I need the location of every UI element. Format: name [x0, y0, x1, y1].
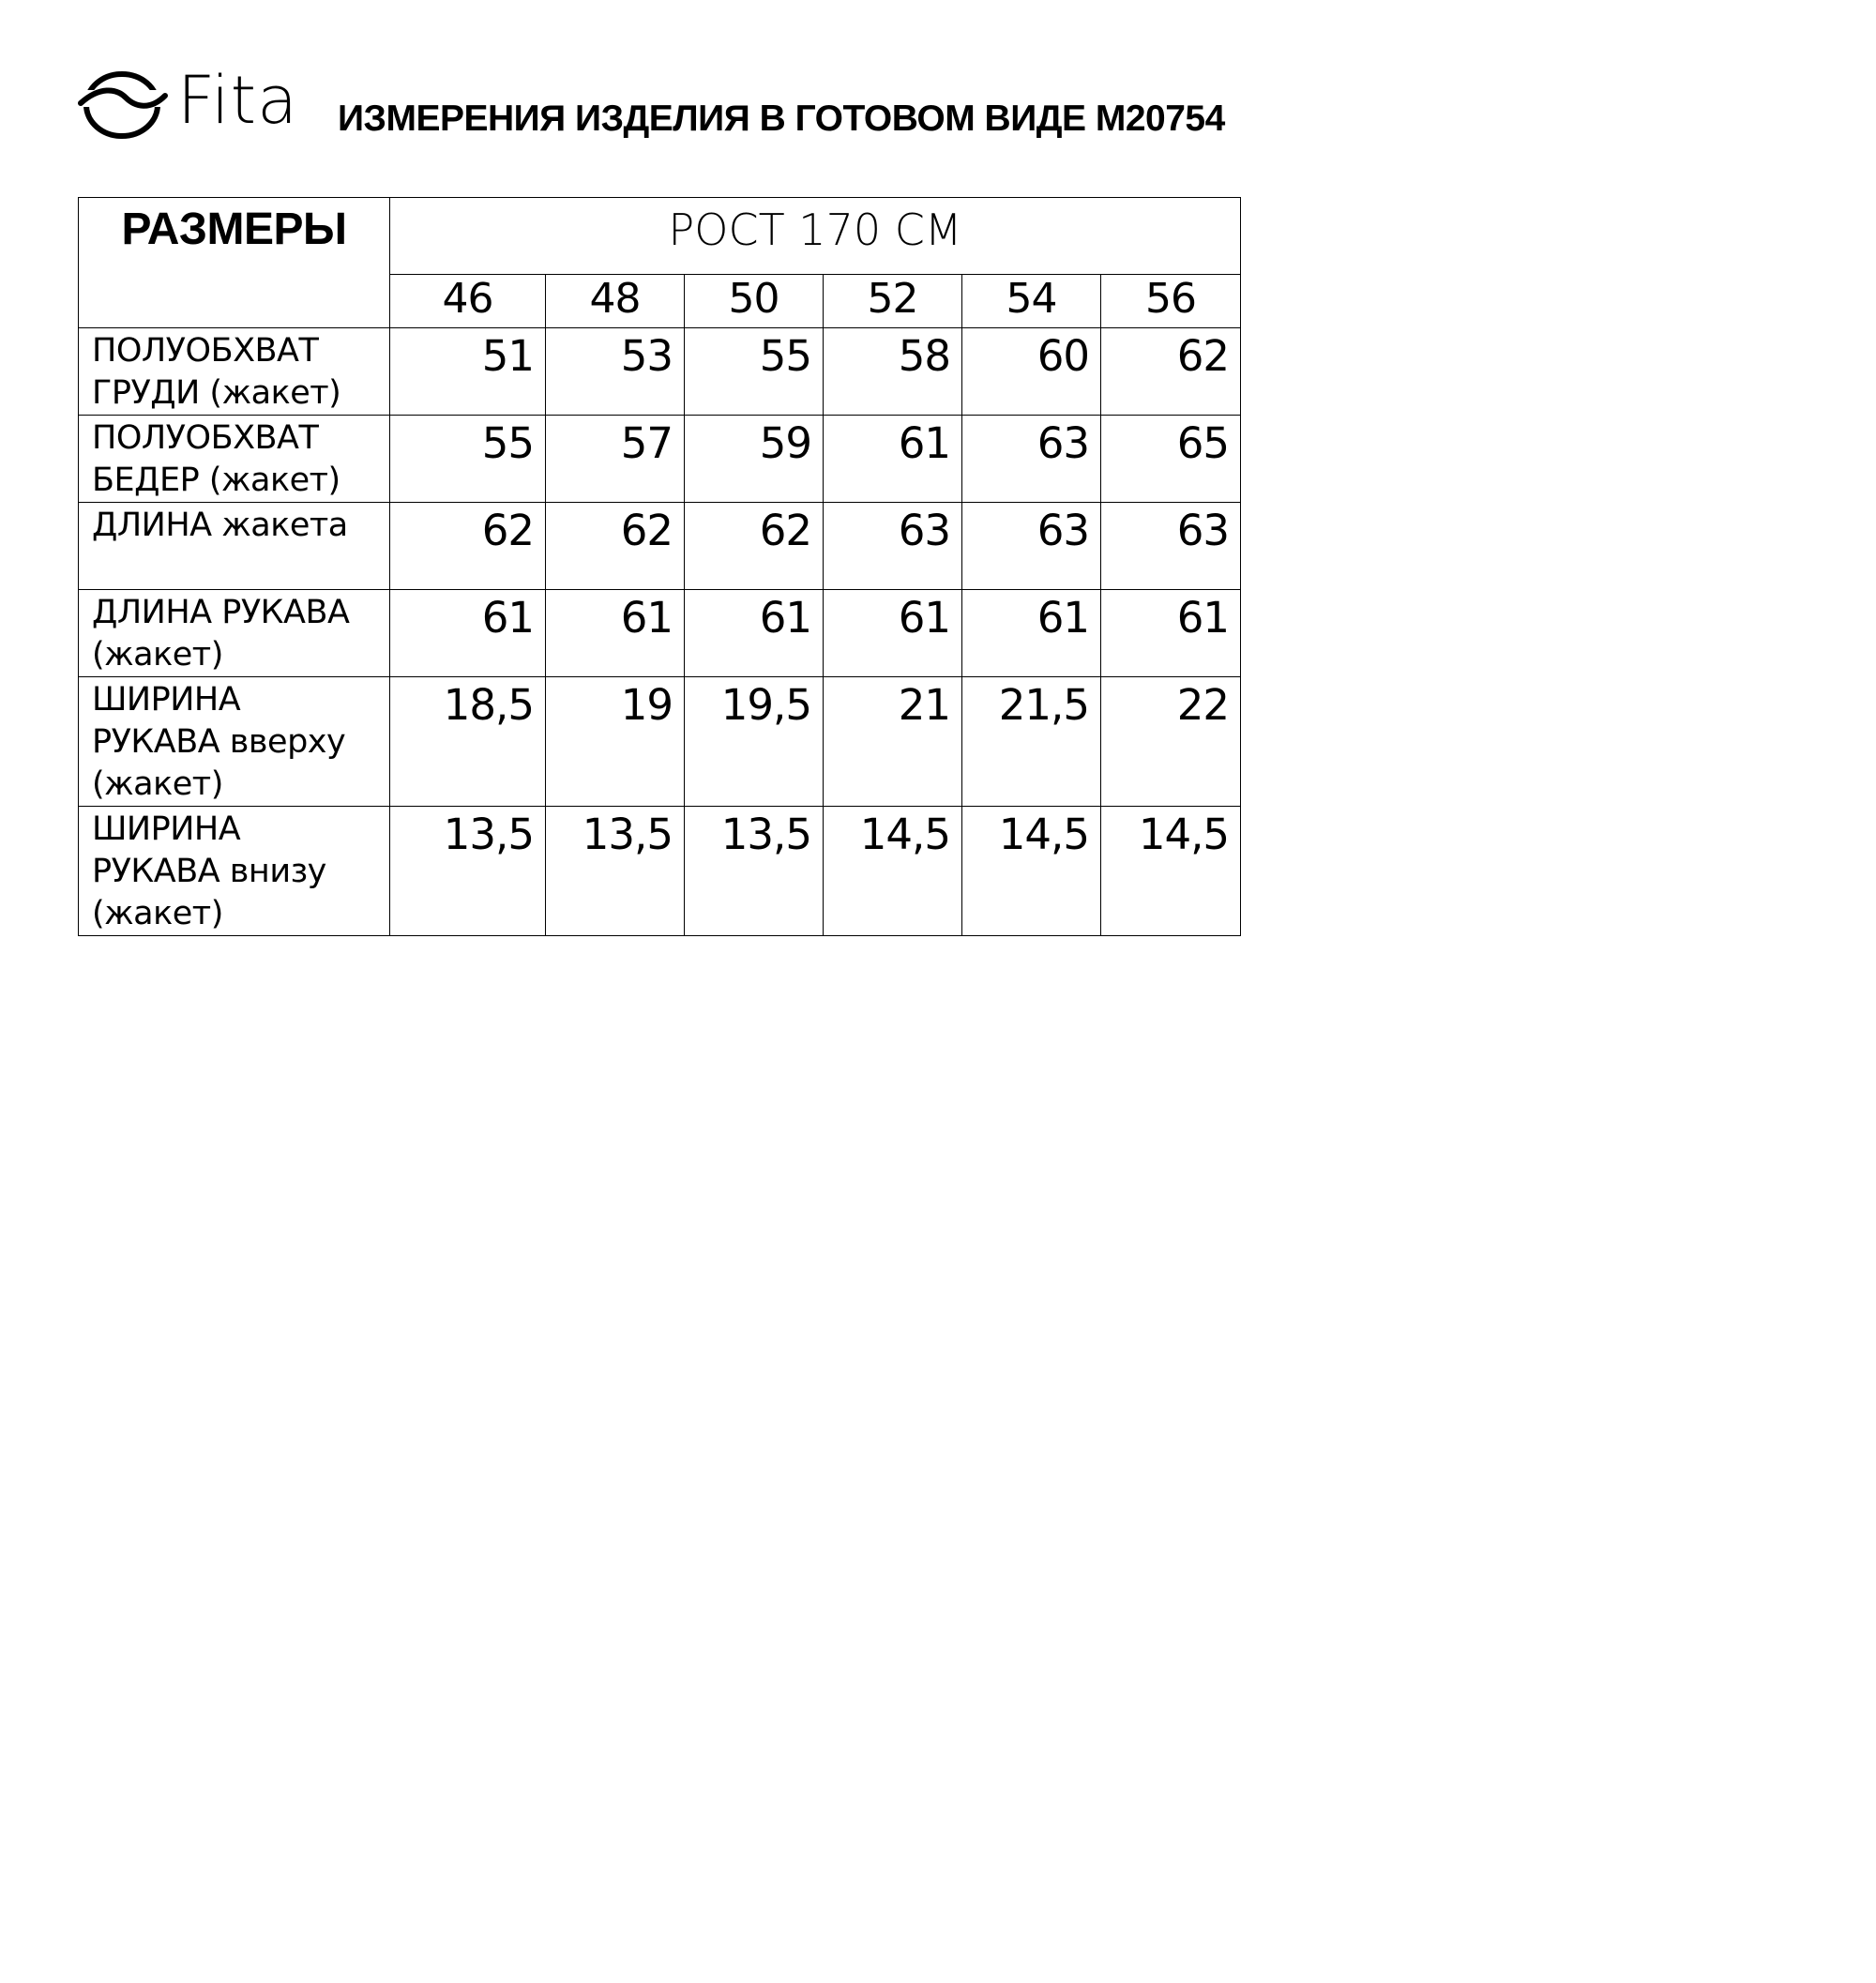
size-header-cell: 56 [1101, 275, 1241, 328]
value-cell: 65 [1101, 416, 1241, 503]
value-cell: 62 [1101, 328, 1241, 416]
brand-logo [77, 58, 321, 152]
table-row [79, 807, 1241, 936]
value-cell: 13,5 [685, 807, 824, 936]
value-cell: 55 [685, 328, 824, 416]
size-header-cell: 52 [824, 275, 962, 328]
value-cell: 59 [685, 416, 824, 503]
size-header-cell: 48 [546, 275, 685, 328]
value-cell: 21,5 [962, 677, 1101, 807]
row-label: ШИРИНА РУКАВА внизу (жакет) [79, 807, 390, 936]
row-label: ШИРИНА РУКАВА вверху (жакет) [79, 677, 390, 807]
value-cell: 60 [962, 328, 1101, 416]
table-row [79, 677, 1241, 807]
value-cell: 61 [546, 590, 685, 677]
value-cell: 21 [824, 677, 962, 807]
height-header: РОСТ 170 СМ [390, 198, 1241, 275]
value-cell: 61 [685, 590, 824, 677]
value-cell: 63 [962, 503, 1101, 590]
value-cell: 22 [1101, 677, 1241, 807]
value-cell: 63 [824, 503, 962, 590]
value-cell: 13,5 [390, 807, 546, 936]
value-cell: 61 [1101, 590, 1241, 677]
logo-wordmark: Fita [177, 62, 298, 139]
sizes-header: РАЗМЕРЫ [79, 198, 390, 328]
value-cell: 14,5 [824, 807, 962, 936]
value-cell: 61 [824, 590, 962, 677]
size-header-cell: 54 [962, 275, 1101, 328]
size-header-cell: 46 [390, 275, 546, 328]
table-row [79, 590, 1241, 677]
page-title: ИЗМЕРЕНИЯ ИЗДЕЛИЯ В ГОТОВОМ ВИДЕ М20754 [338, 98, 1225, 139]
value-cell: 62 [685, 503, 824, 590]
value-cell: 57 [546, 416, 685, 503]
row-label: ДЛИНА РУКАВА (жакет) [79, 590, 390, 677]
value-cell: 19,5 [685, 677, 824, 807]
row-label: ПОЛУОБХВАТ ГРУДИ (жакет) [79, 328, 390, 416]
fita-logo-icon [77, 66, 171, 141]
row-label: ДЛИНА жакета [79, 503, 390, 590]
value-cell: 61 [962, 590, 1101, 677]
size-header-cell: 50 [685, 275, 824, 328]
value-cell: 63 [1101, 503, 1241, 590]
value-cell: 14,5 [962, 807, 1101, 936]
value-cell: 62 [546, 503, 685, 590]
value-cell: 61 [824, 416, 962, 503]
table-row [79, 416, 1241, 503]
measurements-table [78, 197, 1241, 936]
value-cell: 13,5 [546, 807, 685, 936]
value-cell: 62 [390, 503, 546, 590]
row-label: ПОЛУОБХВАТ БЕДЕР (жакет) [79, 416, 390, 503]
table-row [79, 503, 1241, 590]
value-cell: 14,5 [1101, 807, 1241, 936]
value-cell: 61 [390, 590, 546, 677]
value-cell: 53 [546, 328, 685, 416]
value-cell: 63 [962, 416, 1101, 503]
value-cell: 18,5 [390, 677, 546, 807]
table-row [79, 328, 1241, 416]
value-cell: 55 [390, 416, 546, 503]
page-header [77, 58, 1315, 152]
value-cell: 51 [390, 328, 546, 416]
value-cell: 58 [824, 328, 962, 416]
value-cell: 19 [546, 677, 685, 807]
